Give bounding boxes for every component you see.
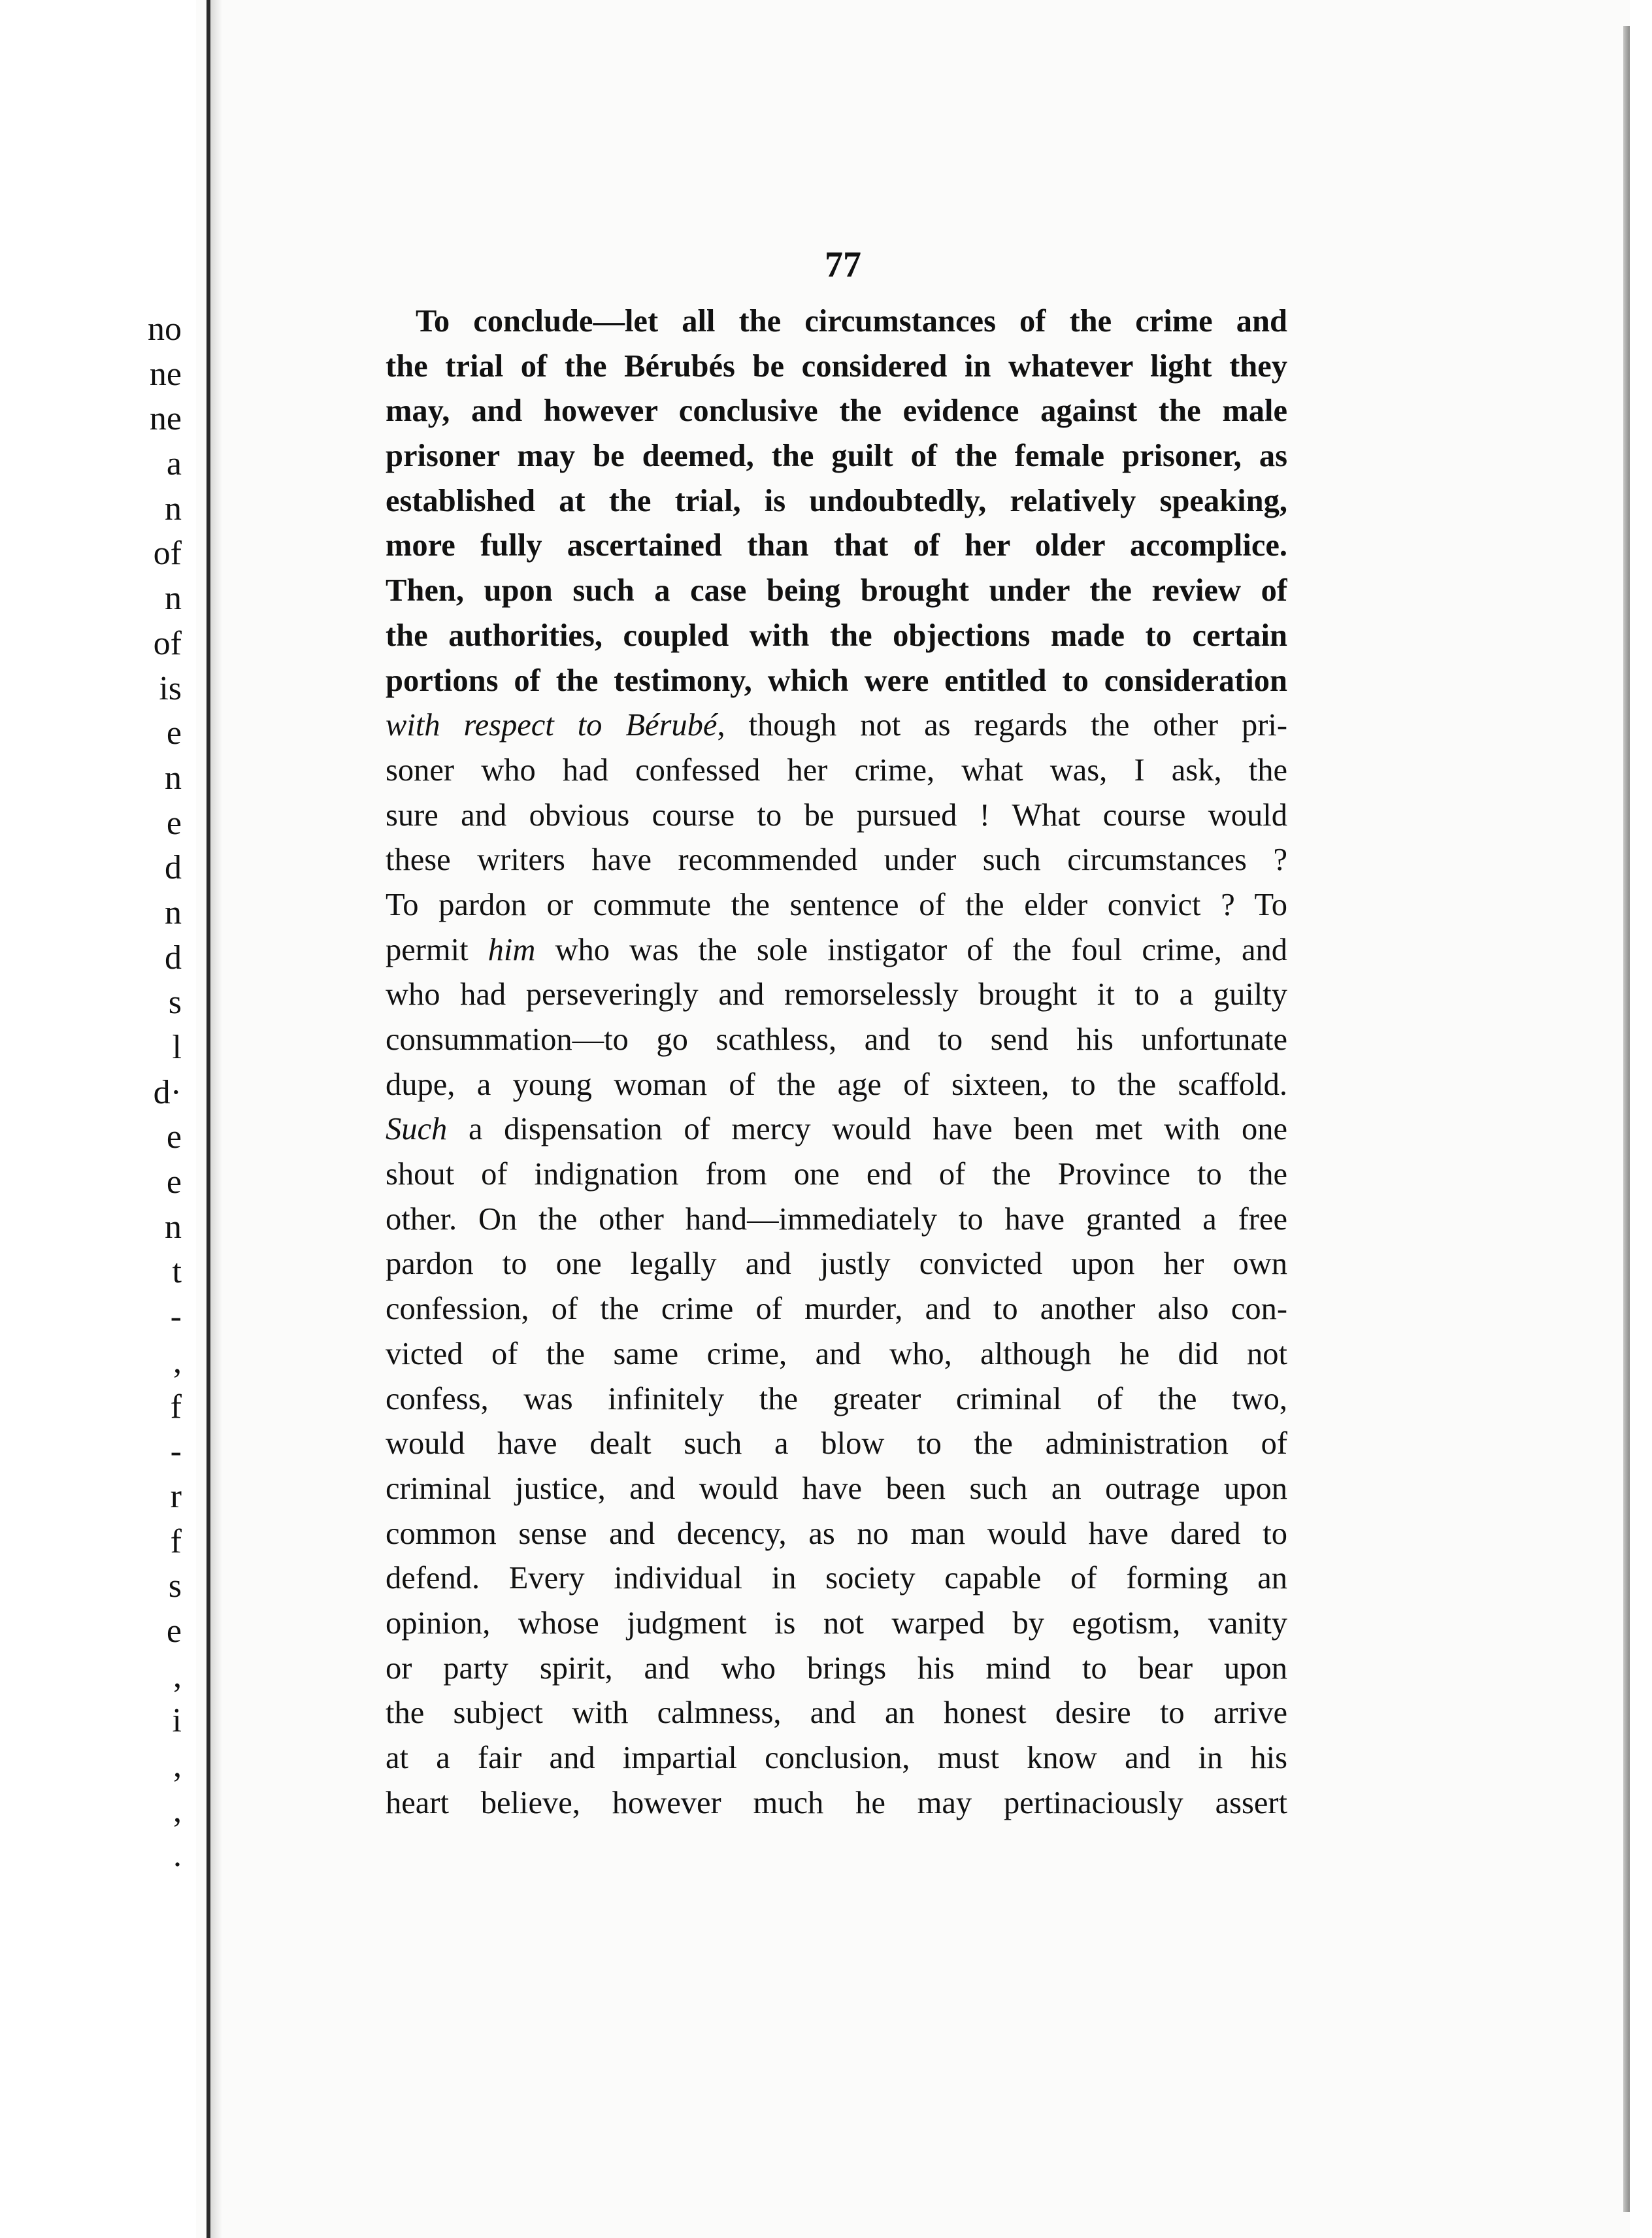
text-line [386, 1377, 1287, 1422]
text-run: pardon to one legally and justly convicted upon her own [386, 1246, 1287, 1282]
left-fragment: is [159, 669, 182, 707]
left-fragment: , [173, 1792, 182, 1829]
left-fragment: n [165, 759, 182, 797]
text-run: shout of indignation from one end of the Province to the [386, 1157, 1287, 1192]
text-run: dupe, a young woman of the age of sixteen, to the scaffold. [386, 1067, 1287, 1102]
left-page-edge [0, 0, 196, 2238]
text-line [386, 838, 1287, 883]
text-line [386, 434, 1287, 479]
left-fragment: e [166, 1612, 182, 1650]
left-fragment: e [166, 1118, 182, 1156]
text-line [386, 659, 1287, 704]
left-fragment: f [170, 1388, 182, 1426]
text-line [386, 1107, 1287, 1152]
text-line [386, 1422, 1287, 1467]
text-line [386, 1332, 1287, 1377]
text-block [386, 299, 1287, 1826]
text-line [386, 793, 1287, 839]
text-line [386, 1691, 1287, 1736]
text-run: established at the trial, is undoubtedly, relatively speaking, [386, 483, 1287, 518]
left-fragment: n [165, 490, 182, 527]
text-run: a dispensation of mercy would have been met with one [447, 1112, 1287, 1147]
text-run: permit [386, 932, 488, 967]
text-run: would have dealt such a blow to the administration of [386, 1426, 1287, 1461]
text-run: more fully ascertained than that of her older accomplice. [386, 528, 1287, 563]
text-line [386, 1646, 1287, 1692]
text-line [386, 1556, 1287, 1601]
text-run: consummation—to go scathless, and to send his unfortunate [386, 1022, 1287, 1057]
text-line [386, 973, 1287, 1018]
left-fragment: , [173, 1343, 182, 1380]
text-run: portions of the testimony, which were entitled to consideration [386, 663, 1287, 698]
text-line [386, 1736, 1287, 1781]
text-line [386, 1242, 1287, 1287]
text-run: the trial of the Bérubés be considered in whatever light they [386, 348, 1287, 384]
text-run: defend. Every individual in society capable of forming an [386, 1561, 1287, 1596]
text-run: or party spirit, and who brings his mind to bear upon [386, 1650, 1287, 1686]
italic-run: him [487, 932, 536, 967]
left-fragment: - [170, 1433, 182, 1471]
left-fragment: s [168, 1567, 182, 1605]
text-run: To conclude—let all the circumstances of the crime and [416, 304, 1287, 339]
text-run: opinion, whose judgment is not warped by egotism, vanity [386, 1605, 1287, 1641]
left-fragment: n [165, 894, 182, 931]
right-margin [1630, 0, 1652, 2238]
left-fragment: f [170, 1522, 182, 1560]
text-line [386, 479, 1287, 524]
left-fragment: d· [153, 1073, 182, 1111]
text-run: other. On the other hand—immediately to have granted a free [386, 1201, 1287, 1237]
page-edge-shadow [1623, 26, 1630, 2212]
text-run: at a fair and impartial conclusion, must know and in his [386, 1741, 1287, 1775]
text-run: may, and however conclusive the evidence against the male [386, 393, 1287, 429]
text-run: criminal justice, and would have been such an outrage upon [386, 1471, 1287, 1506]
left-fragment: . [173, 1837, 182, 1875]
text-run: To pardon or commute the sentence of the elder convict ? To [386, 887, 1287, 922]
left-fragment: t [172, 1253, 182, 1291]
text-line [386, 883, 1287, 928]
left-fragment: n [165, 580, 182, 618]
left-fragment: no [148, 310, 182, 348]
text-line [386, 389, 1287, 434]
text-run: , though not as regards the other pri- [717, 708, 1287, 743]
left-fragment: a [166, 445, 182, 483]
left-fragment: of [153, 624, 182, 662]
text-run: who had perseveringly and remorselessly brought it to a guilty [386, 977, 1287, 1012]
left-fragment: r [170, 1477, 182, 1515]
text-run: sure and obvious course to be pursued ! What course would [386, 797, 1287, 833]
text-run: victed of the same crime, and who, although he did not [386, 1336, 1287, 1371]
left-fragment: - [170, 1298, 182, 1336]
left-fragment: d [165, 849, 182, 887]
left-fragment: d [165, 939, 182, 977]
left-fragment: e [166, 714, 182, 752]
text-run: prisoner may be deemed, the guilt of the female prisoner, as [386, 439, 1287, 474]
text-run: the authorities, coupled with the objections made to certain [386, 618, 1287, 653]
text-line [386, 1781, 1287, 1826]
text-run: common sense and decency, as no man would have dared to [386, 1516, 1287, 1551]
left-page-fragments [0, 307, 196, 1879]
text-line [386, 1601, 1287, 1646]
text-line [386, 1063, 1287, 1108]
text-run: these writers have recommended under such circumstances ? [386, 843, 1287, 878]
left-fragment: e [166, 804, 182, 842]
text-run: soner who had confessed her crime, what was, I ask, the [386, 752, 1287, 788]
left-fragment: n [165, 1208, 182, 1246]
text-run: confess, was infinitely the greater criminal of the two, [386, 1381, 1287, 1416]
left-fragment: l [172, 1029, 182, 1066]
left-fragment: , [173, 1657, 182, 1695]
text-line [386, 748, 1287, 793]
text-line [386, 614, 1287, 659]
text-line [386, 1197, 1287, 1243]
text-line [386, 299, 1287, 344]
text-line [386, 524, 1287, 569]
text-line [386, 1152, 1287, 1197]
text-line [386, 1512, 1287, 1557]
left-fragment: , [173, 1747, 182, 1784]
page-body [386, 235, 1287, 1826]
italic-run: with respect to Bérubé [386, 708, 718, 743]
text-run: the subject with calmness, and an honest desire to arrive [386, 1695, 1287, 1731]
text-run: confession, of the crime of murder, and to another also con- [386, 1292, 1287, 1327]
text-run: who was the sole instigator of the foul crime, and [535, 932, 1287, 967]
text-line [386, 1467, 1287, 1512]
gutter-shadow [210, 0, 222, 2238]
text-line [386, 703, 1287, 748]
text-line [386, 344, 1287, 390]
left-fragment: ne [149, 400, 182, 438]
left-fragment: s [168, 984, 182, 1022]
page-number: 77 [825, 244, 861, 285]
text-line [386, 928, 1287, 973]
italic-run: Such [386, 1112, 448, 1147]
left-fragment: e [166, 1163, 182, 1201]
text-run: heart believe, however much he may pertinaciously assert [386, 1785, 1287, 1820]
text-run: Then, upon such a case being brought under the review of [386, 573, 1287, 609]
left-fragment: i [172, 1702, 182, 1740]
left-fragment: of [153, 535, 182, 573]
text-line [386, 1018, 1287, 1063]
left-fragment: ne [149, 355, 182, 393]
text-line [386, 1287, 1287, 1332]
text-line [386, 569, 1287, 614]
